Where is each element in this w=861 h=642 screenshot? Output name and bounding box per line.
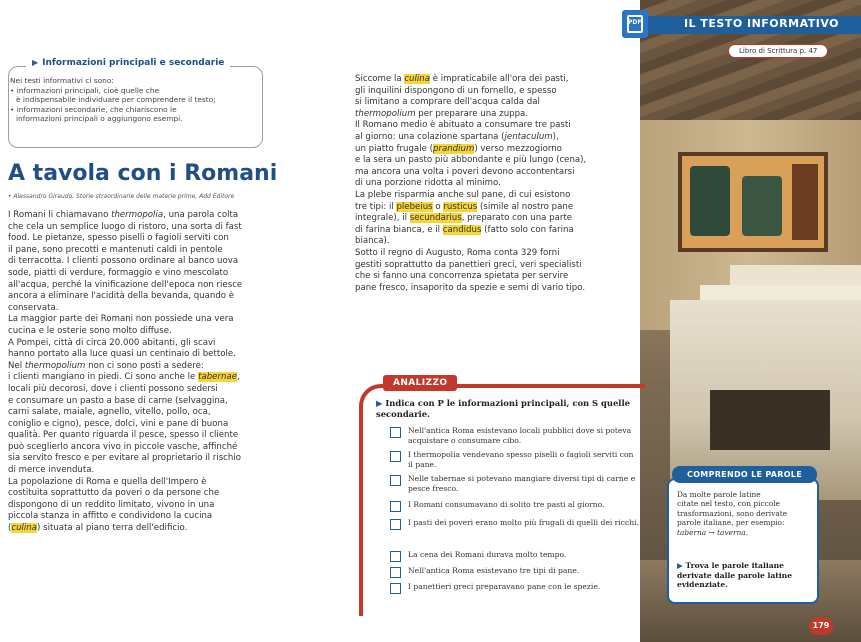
book-reference-link[interactable]: Libro di Scrittura p. 47 <box>728 44 828 58</box>
answer-checkbox[interactable] <box>390 567 401 578</box>
section-title: IL TESTO INFORMATIVO <box>683 17 839 30</box>
answer-checkbox[interactable] <box>390 519 401 530</box>
photo-fresco <box>678 152 828 252</box>
article-line: thermopolium per preparare una zuppa. <box>355 108 529 119</box>
answer-checkbox[interactable] <box>390 551 401 562</box>
analizzo-item <box>390 450 640 470</box>
article-byline: • Alessandro Giraudo, Storie straordinarie delle materie prime, Add Editore <box>8 193 235 200</box>
analizzo-item <box>390 426 640 446</box>
article-line: integrale), il secundarius, preparato con una parte <box>355 213 573 224</box>
pdf-button[interactable] <box>622 10 648 38</box>
article-line: Siccome la culina è impraticabile all'ora dei pasti, <box>355 74 569 84</box>
article-line: La maggior parte dei Romani non possiede una vera <box>8 314 234 325</box>
comprendo-line: trasformazioni, sono derivate <box>677 508 788 518</box>
article-line: i clienti mangiano in piedi. Ci sono anche le tabernae, <box>8 372 240 383</box>
article-line: La plebe risparmia anche sul pane, di cui esistono <box>355 189 571 200</box>
article-line: di terracotta. I clienti possono ordinare al banco uova <box>8 256 239 267</box>
article-line: dispongono di un reddito limitato, vivono in una <box>8 499 215 510</box>
analizzo-item <box>390 500 640 510</box>
article-line: pane fresco, insaporito da spezie e semi di vario tipo. <box>355 282 586 293</box>
comprendo-line: Da molte parole latine <box>677 490 761 499</box>
article-column-2 <box>355 74 625 294</box>
article-line: si limitano a comprare dell'acqua calda dal <box>355 97 540 108</box>
photo-step <box>730 265 861 287</box>
article-line: I Romani li chiamavano thermopolia, una parola colta <box>8 210 239 220</box>
analizzo-item <box>390 582 640 592</box>
info-line: • informazioni secondarie, che chiariscono le <box>10 104 177 114</box>
analizzo-question: ▶ Indica con P le informazioni principali, con S quelle secondarie. <box>376 398 630 419</box>
article-line: che si fanno una concorrenza spietata per servire <box>355 271 569 282</box>
article-line: coniglio e cigno), pesce, dolci, vini e pane di buona <box>8 418 229 429</box>
article-line: (culina) situata al piano terra dell'edificio. <box>8 523 188 534</box>
article-line: di merce invenduta. <box>8 465 95 476</box>
analizzo-item-text: Nell'antica Roma esistevano tre tipi di pane. <box>408 566 580 575</box>
article-line: Nel thermopolium non ci sono posti a sedere: <box>8 360 204 371</box>
comprendo-task: ▶ Trova le parole italiane derivate dalle parole latine evidenziate. <box>677 561 793 590</box>
article-line: food. Le pietanze, spesso piselli o fagioli serviti con <box>8 233 229 244</box>
answer-checkbox[interactable] <box>390 501 401 512</box>
article-line: carni salate, maiale, agnello, vitello, pollo, oca, <box>8 407 211 418</box>
answer-checkbox[interactable] <box>390 427 401 438</box>
analizzo-item-text: I thermopolia vendevano spesso piselli o fagioli serviti con il pane. <box>408 450 634 469</box>
article-line: bianca). <box>355 236 390 247</box>
info-box-title: ▶ Informazioni principali e secondarie <box>26 58 230 68</box>
article-line: ancora a eliminare l'acidità della bevanda, quando è <box>8 291 235 302</box>
article-line: conservata. <box>8 302 59 313</box>
play-icon: ▶ <box>376 398 386 408</box>
article-line: il pane, sono precotti e mantenuti caldi in pentole <box>8 244 223 255</box>
pdf-label: PDF <box>628 19 642 26</box>
article-line: costituita soprattutto da poveri o da persone che <box>8 488 220 499</box>
section-header <box>648 16 861 34</box>
article-line: che cela un semplice luogo di ristoro, una sorta di fast <box>8 221 242 232</box>
analizzo-item <box>390 550 640 560</box>
comprendo-tab: COMPRENDO LE PAROLE <box>672 466 817 483</box>
article-line: un piatto frugale (prandium) verso mezzogiorno <box>355 143 562 154</box>
article-line: locali più decorosi, dove i clienti possono sedersi <box>8 383 218 394</box>
info-box-body <box>10 76 260 124</box>
answer-checkbox[interactable] <box>390 451 401 462</box>
article-line: e consumare un pasto a base di carne (selvaggina, <box>8 395 228 406</box>
article-line: al giorno: una colazione spartana (jentaculum), <box>355 131 559 142</box>
analizzo-item-text: La cena dei Romani durava molto tempo. <box>408 550 567 559</box>
article-line: Il Romano medio è abituato a consumare tre pasti <box>355 120 571 131</box>
article-line: sia servito fresco e per evitare al proprietario il rischio <box>8 453 242 464</box>
article-line: e la sera un pasto più abbondante e più lungo (cena), <box>355 155 587 166</box>
comprendo-line: parole italiane, per esempio: <box>677 518 785 528</box>
article-line: cucina e le osterie sono molto diffuse. <box>8 325 172 336</box>
article-line: hanno portato alla luce quasi un centinaio di bettole. <box>8 349 236 360</box>
article-line: Sotto il regno di Augusto, Roma conta 329 forni <box>355 247 560 258</box>
article-line: gestiti soprattutto da panettieri greci, veri specialisti <box>355 259 582 270</box>
page-number: 179 <box>809 617 833 635</box>
article-line: tre tipi: il plebeius o rusticus (simile al nostro pane <box>355 201 574 212</box>
analizzo-item <box>390 474 640 494</box>
analizzo-item-text: I pasti dei poveri erano molto più frugali di quelli dei ricchi. <box>408 518 639 527</box>
comprendo-body <box>677 490 813 537</box>
analizzo-item <box>390 566 640 576</box>
analizzo-item-text: I Romani consumavano di solito tre pasti al giorno. <box>408 500 605 509</box>
article-line: A Pompei, città di circa 20.000 abitanti, gli scavi <box>8 337 216 348</box>
photo-counter-opening <box>710 390 830 450</box>
article-line: gli inquilini dispongono di un fornello, e spesso <box>355 85 557 96</box>
article-line: piccola stanza in affitto e condividono la cucina <box>8 511 213 522</box>
comprendo-line: taberna → taverna. <box>677 527 749 537</box>
answer-checkbox[interactable] <box>390 583 401 594</box>
info-line: • informazioni principali, cioè quelle che <box>10 85 160 95</box>
article-line: di farina bianca, e il candidus (fatto solo con farina <box>355 224 574 235</box>
analizzo-item-text: Nell'antica Roma esistevano locali pubblici dove si poteva acquistare o consumare cibo. <box>408 426 632 445</box>
info-line: informazioni principali o aggiungono esempi. <box>16 114 183 124</box>
analizzo-item-text: I panettieri greci preparavano pane con le spezie. <box>408 582 601 591</box>
play-icon: ▶ <box>32 58 39 67</box>
analizzo-tab: ANALIZZO <box>383 375 457 391</box>
article-line: all'acqua, perché la vinificazione dell'epoca non riesce <box>8 279 243 290</box>
analizzo-item <box>390 518 640 528</box>
answer-checkbox[interactable] <box>390 475 401 486</box>
article-line: ma ancora una volta i poveri devono accontentarsi <box>355 166 575 177</box>
comprendo-line: citate nel testo, con piccole <box>677 499 780 509</box>
article-line: di una porzione ridotta al minimo. <box>355 178 501 189</box>
article-line: può sceglierlo ancora vivo in piccole vasche, affinché <box>8 441 238 452</box>
article-column-1 <box>8 210 278 535</box>
article-line: qualità. Per quanto riguarda il pesce, spesso il cliente <box>8 430 239 441</box>
analizzo-item-text: Nelle tabernae si potevano mangiare diversi tipi di carne e pesce fresco. <box>408 474 636 493</box>
info-line: Nei testi informativi ci sono: <box>10 76 114 85</box>
article-line: sode, piatti di verdure, formaggio e vino mescolato <box>8 267 229 278</box>
play-icon: ▶ <box>677 561 686 570</box>
info-line: è indispensabile individuare per comprendere il testo; <box>16 95 216 105</box>
article-title: A tavola con i Romani <box>8 161 278 186</box>
article-line: La popolazione di Roma e quella dell'Impero è <box>8 476 207 487</box>
